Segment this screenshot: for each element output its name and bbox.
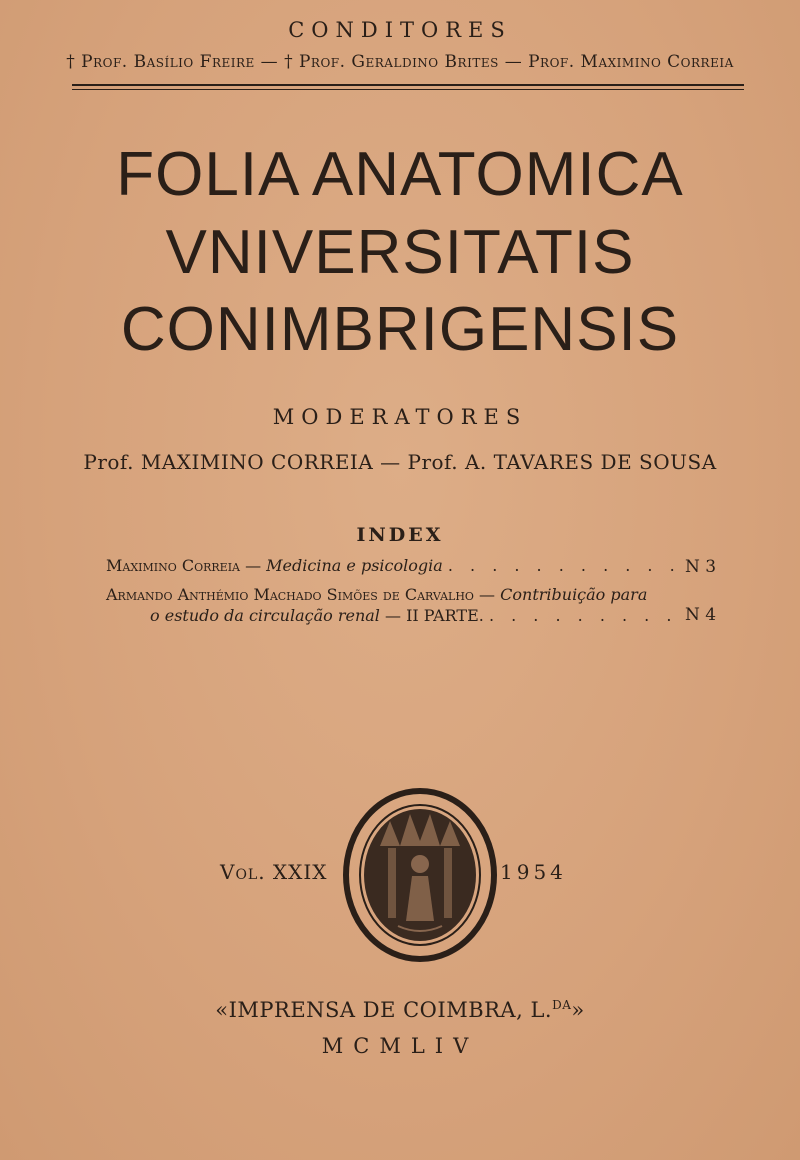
journal-title-line-3: CONIMBRIGENSIS [120,295,680,364]
index-leader-dots: . . . . . . . . . [488,606,678,625]
index-entry-number: N 4 [685,605,717,625]
index-entry-work: Contribuição para [500,585,648,604]
publisher-close: » [571,998,585,1022]
index-entry-number: N 3 [685,557,717,577]
index-entry-1 [106,556,681,575]
index-entry-author: Maximino Correia — [106,556,262,575]
university-seal-icon [340,786,500,964]
publisher [0,998,800,1022]
journal-title-line-2: VNIVERSITATIS [165,218,635,287]
header-rule-thin [72,89,744,90]
index-entry-author: Armando Anthémio Machado Simões de Carvalho — [106,585,496,604]
index-entry-2-line-2 [150,606,677,625]
publisher-name: «IMPRENSA DE COIMBRA, L. [215,998,553,1022]
journal-title-line-1: FOLIA ANATOMICA [116,140,684,209]
roman-numeral-year: MCMLIV [321,1034,479,1058]
index-entry-suffix: — II PARTE. [379,606,484,625]
conditores-heading: CONDITORES [288,18,512,42]
volume-label: Vol. XXIX [220,860,328,884]
moderatores-heading: MODERATORES [272,405,528,429]
publisher-superscript: DA [552,998,572,1012]
index-heading: INDEX [356,524,444,546]
year-label: 1954 [500,860,567,884]
index-entry-work: Medicina e psicologia [266,556,443,575]
index-entry-2-line-1 [106,585,647,604]
conditores-names: † Prof. Basílio Freire — † Prof. Geraldino Brites — Prof. Maximino Correia [66,52,734,72]
index-entry-work-continued: o estudo da circulação renal [150,606,380,625]
moderatores-names: Prof. MAXIMINO CORREIA — Prof. A. TAVARES DE SOUSA [83,450,717,474]
header-rule [72,84,744,86]
index-leader-dots: . . . . . . . . . . . [447,556,681,575]
